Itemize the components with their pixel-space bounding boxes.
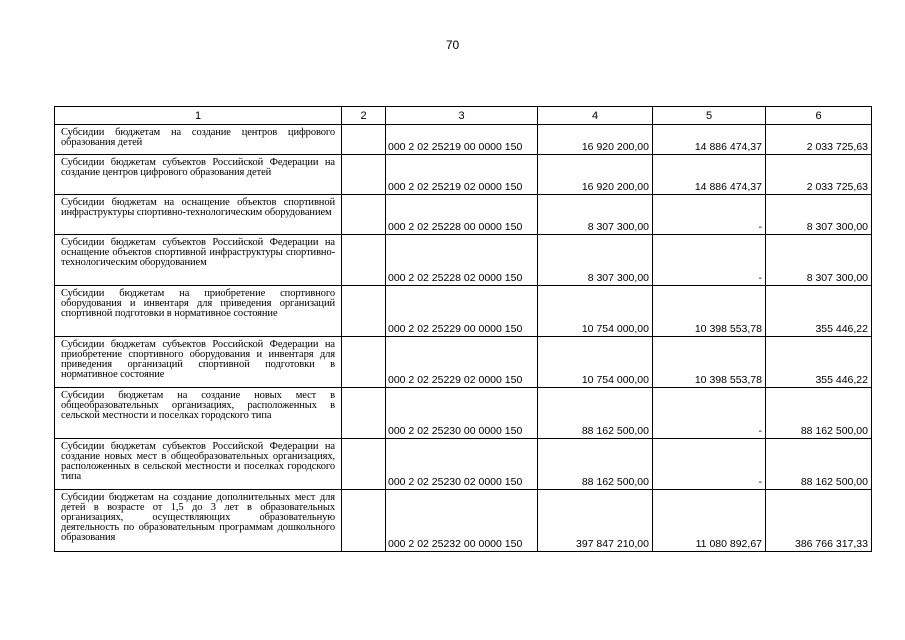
column-header-1: 1 [55, 107, 342, 125]
row-code: 000 2 02 25228 00 0000 150 [386, 195, 538, 235]
row-code: 000 2 02 25219 00 0000 150 [386, 125, 538, 155]
row-name: Субсидии бюджетам на создание дополнительных мест для детей в возрасте от 1,5 до 3 лет в образовательных организациях, осуществляющих образовательную деятельность по образовательным программам дошкольного образования [55, 490, 342, 552]
row-col6: 8 307 300,00 [766, 195, 872, 235]
row-code: 000 2 02 25229 00 0000 150 [386, 286, 538, 337]
row-col5: 14 886 474,37 [653, 155, 766, 195]
row-code: 000 2 02 25229 02 0000 150 [386, 337, 538, 388]
row-col2 [342, 125, 386, 155]
row-name: Субсидии бюджетам субъектов Российской Федерации на оснащение объектов спортивной инфраструктуры спортивно-технологическим оборудованием [55, 235, 342, 286]
row-col4: 397 847 210,00 [538, 490, 653, 552]
row-col6: 88 162 500,00 [766, 388, 872, 439]
column-header-5: 5 [653, 107, 766, 125]
row-col6: 88 162 500,00 [766, 439, 872, 490]
row-col2 [342, 490, 386, 552]
row-col2 [342, 235, 386, 286]
header-row [55, 107, 872, 125]
row-col5: 11 080 892,67 [653, 490, 766, 552]
row-name: Субсидии бюджетам на создание новых мест в общеобразовательных организациях, расположенных в сельской местности и поселках городского типа [55, 388, 342, 439]
row-col4: 88 162 500,00 [538, 388, 653, 439]
row-col4: 10 754 000,00 [538, 337, 653, 388]
row-col4: 16 920 200,00 [538, 155, 653, 195]
row-col5: - [653, 195, 766, 235]
row-code: 000 2 02 25219 02 0000 150 [386, 155, 538, 195]
row-name: Субсидии бюджетам на оснащение объектов спортивной инфраструктуры спортивно-технологическим оборудованием [55, 195, 342, 235]
row-col5: - [653, 388, 766, 439]
row-col4: 10 754 000,00 [538, 286, 653, 337]
table-row [55, 235, 872, 286]
table-row [55, 337, 872, 388]
row-col2 [342, 286, 386, 337]
row-col6: 386 766 317,33 [766, 490, 872, 552]
row-col5: - [653, 235, 766, 286]
row-col4: 88 162 500,00 [538, 439, 653, 490]
row-code: 000 2 02 25228 02 0000 150 [386, 235, 538, 286]
row-code: 000 2 02 25230 00 0000 150 [386, 388, 538, 439]
table-row [55, 125, 872, 155]
row-col2 [342, 337, 386, 388]
row-col4: 8 307 300,00 [538, 235, 653, 286]
table-row [55, 155, 872, 195]
column-header-4: 4 [538, 107, 653, 125]
row-col2 [342, 388, 386, 439]
row-col4: 16 920 200,00 [538, 125, 653, 155]
table-row [55, 195, 872, 235]
column-header-2: 2 [342, 107, 386, 125]
row-col5: 10 398 553,78 [653, 337, 766, 388]
column-header-6: 6 [766, 107, 872, 125]
row-col2 [342, 195, 386, 235]
row-name: Субсидии бюджетам субъектов Российской Федерации на приобретение спортивного оборудования и инвентаря для приведения организаций спортивной подготовки в нормативное состояние [55, 337, 342, 388]
row-name: Субсидии бюджетам субъектов Российской Федерации на создание центров цифрового образования детей [55, 155, 342, 195]
row-col2 [342, 155, 386, 195]
row-name: Субсидии бюджетам субъектов Российской Федерации на создание новых мест в общеобразовательных организациях, расположенных в сельской местности и поселках городского типа [55, 439, 342, 490]
table-row [55, 286, 872, 337]
page-number: 70 [445, 38, 460, 52]
row-code: 000 2 02 25230 02 0000 150 [386, 439, 538, 490]
row-code: 000 2 02 25232 00 0000 150 [386, 490, 538, 552]
row-col5: - [653, 439, 766, 490]
budget-table [54, 106, 872, 552]
table-row [55, 490, 872, 552]
row-name: Субсидии бюджетам на приобретение спортивного оборудования и инвентаря для приведения организаций спортивной подготовки в нормативное состояние [55, 286, 342, 337]
row-col6: 2 033 725,63 [766, 125, 872, 155]
column-header-3: 3 [386, 107, 538, 125]
row-name: Субсидии бюджетам на создание центров цифрового образования детей [55, 125, 342, 155]
row-col6: 2 033 725,63 [766, 155, 872, 195]
row-col5: 10 398 553,78 [653, 286, 766, 337]
table-row [55, 439, 872, 490]
row-col6: 8 307 300,00 [766, 235, 872, 286]
row-col6: 355 446,22 [766, 337, 872, 388]
table-row [55, 388, 872, 439]
row-col6: 355 446,22 [766, 286, 872, 337]
row-col2 [342, 439, 386, 490]
row-col5: 14 886 474,37 [653, 125, 766, 155]
row-col4: 8 307 300,00 [538, 195, 653, 235]
